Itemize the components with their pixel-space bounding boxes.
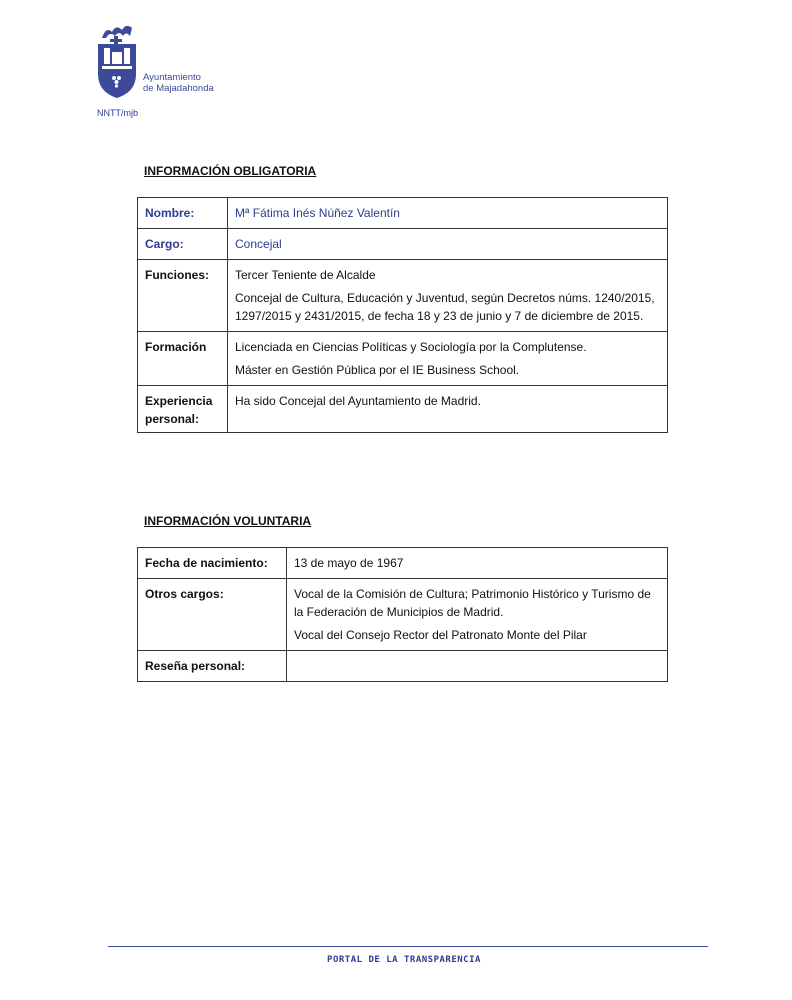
table-row [138,386,668,433]
row-label-experiencia: Experiencia personal: [138,386,228,433]
voluntary-info-title: INFORMACIÓN VOLUNTARIA [144,514,312,528]
row-value-resena-personal [287,651,668,682]
row-label-otros-cargos: Otros cargos: [138,579,287,651]
footer-divider [108,946,708,947]
table-row [138,579,668,651]
municipal-logo [96,22,236,102]
row-value-nombre [228,198,668,229]
row-value-formacion [228,332,668,386]
value-text: Ha sido Concejal del Ayuntamiento de Madrid. [235,394,481,408]
logo-text-line2: de Majadahonda [143,83,214,94]
table-row [138,332,668,386]
row-value-cargo [228,229,668,260]
value-text: Tercer Teniente de Alcalde [235,268,376,282]
row-label-fecha-nacimiento: Fecha de nacimiento: [138,548,287,579]
row-value-fecha-nacimiento [287,548,668,579]
value-text: Vocal de la Comisión de Cultura; Patrimonio Histórico y Turismo de la Federación de Municipios de Madrid. [294,587,651,619]
value-text: Máster en Gestión Pública por el IE Business School. [235,363,520,377]
value-text: Concejal [235,237,282,251]
value-text: 13 de mayo de 1967 [294,556,404,570]
table-row [138,651,668,682]
logo-text [143,72,214,94]
table-row [138,548,668,579]
value-text: Concejal de Cultura, Educación y Juventud, según Decretos núms. 1240/2015, 1297/2015 y 2431/2015, de fecha 18 y 23 de junio y 7 de diciembre de 2015. [235,291,655,323]
document-reference: NNTT/mjb [97,108,138,118]
table-row [138,260,668,332]
row-label-resena-personal: Reseña personal: [138,651,287,682]
value-text: Licenciada en Ciencias Políticas y Sociología por la Complutense. [235,340,587,354]
row-value-experiencia [228,386,668,433]
row-label-cargo: Cargo: [138,229,228,260]
row-label-funciones: Funciones: [138,260,228,332]
row-label-nombre: Nombre: [138,198,228,229]
row-value-funciones [228,260,668,332]
coat-of-arms-icon [96,22,140,100]
value-text: Vocal del Consejo Rector del Patronato Monte del Pilar [294,628,587,642]
mandatory-info-title: INFORMACIÓN OBLIGATORIA [144,164,317,178]
logo-text-line1: Ayuntamiento [143,72,201,83]
table-row [138,229,668,260]
table-row [138,198,668,229]
voluntary-info-table [137,547,668,682]
footer-portal-title: PORTAL DE LA TRANSPARENCIA [327,955,481,965]
row-label-formacion: Formación [138,332,228,386]
mandatory-info-table [137,197,668,433]
row-value-otros-cargos [287,579,668,651]
value-text: Mª Fátima Inés Núñez Valentín [235,206,400,220]
